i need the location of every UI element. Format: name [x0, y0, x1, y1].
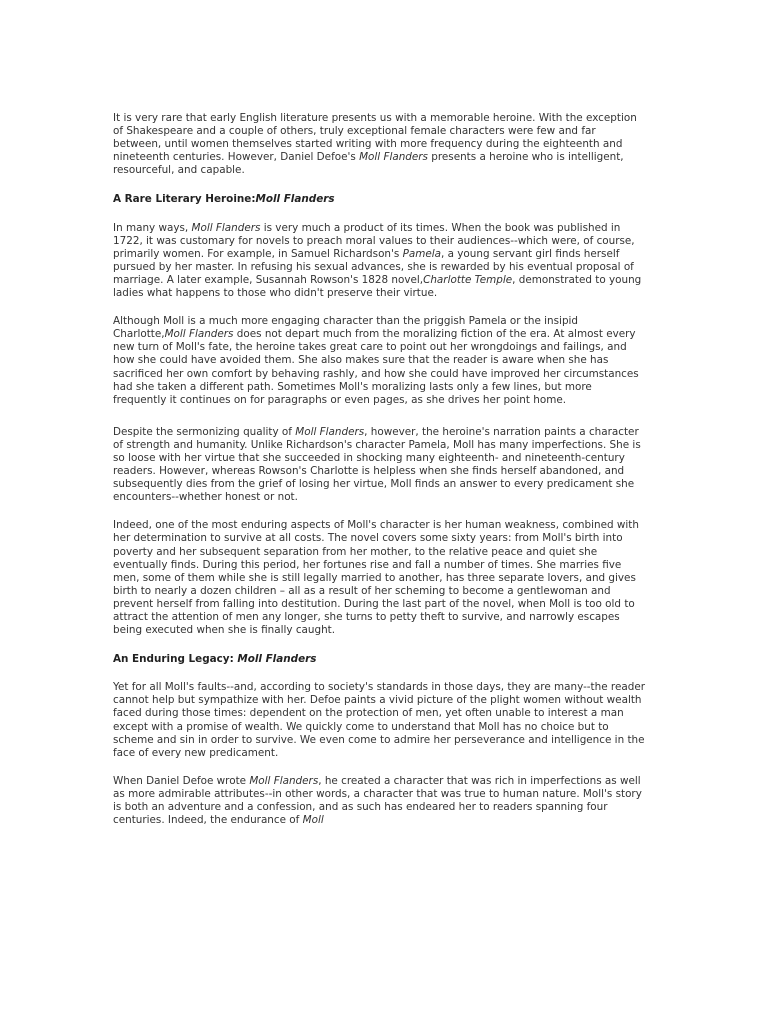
- paragraph-product-of-times: In many ways, Moll Flanders is very much a product of its times. When the book was published in 1722, it was customary for novels to preach moral values to their audiences--which were, of course, primarily women. For example, in Samuel Richardson's Pamela, a young servant girl finds herself pursued by her master. In refusing his sexual advances, she is rewarded by his eventual proposal of marriage. A later example, Susannah Rowson's 1828 novel,Charlotte Temple, demonstrated to young ladies what happens to those who didn't preserve their virtue.: [113, 221, 642, 300]
- paragraph-sermonizing: Despite the sermonizing quality of Moll Flanders, however, the heroine's narration paints a character of strength and humanity. Unlike Richardson's character Pamela, Moll has many imperfections. She is so loose with her virtue that she succeeded in shocking many eighteenth- and nineteenth-century readers. However, whereas Rowson's Charlotte is helpless when she finds herself abandoned, and subsequently dies from the grief of losing her virtue, Moll finds an answer to every predicament she encounters--whether honest or not.: [113, 425, 641, 504]
- paragraph-conclusion: When Daniel Defoe wrote Moll Flanders, he created a character that was rich in imperfections as well as more admirable attributes--in other words, a character that was true to human nature. Moll's story is both an adventure and a confession, and as such has endeared her to readers spanning four centuries. Indeed, the endurance of Moll: [113, 774, 642, 827]
- document-page: [113, 112, 645, 842]
- paragraph-moralizing: Although Moll is a much more engaging character than the priggish Pamela or the insipid Charlotte,Moll Flanders does not depart much from the moralizing fiction of the era. At almost every new turn of Moll's fate, the heroine takes great care to point out her wrongdoings and failings, and how she could have avoided them. She also makes sure that the reader is aware when she has sacrificed her own comfort by behaving rashly, and how she could have improved her circumstances had she taken a different path. Sometimes Moll's moralizing lasts only a few lines, but more frequently it continues on for paragraphs or even pages, as she drives her point home.: [113, 315, 639, 406]
- paragraph-sympathize: Yet for all Moll's faults--and, according to society's standards in those days, they are many--the reader cannot help but sympathize with her. Defoe paints a vivid picture of the plight women without wealth faced during those times: dependent on the protection of men, yet often unable to interest a man except with a promise of wealth. We quickly come to understand that Moll has no choice but to scheme and sin in order to survive. We even come to admire her perseverance and intelligence in the face of every new predicament.: [113, 681, 645, 759]
- paragraph-human-weakness: Indeed, one of the most enduring aspects of Moll's character is her human weakness, combined with her determination to survive at all costs. The novel covers some sixty years: from Moll's birth into poverty and her subsequent separation from her mother, to the relative peace and quiet she eventually finds. During this period, her fortunes rise and fall a number of times. She marries five men, some of them while she is still legally married to another, has three separate lovers, and gives birth to nearly a dozen children – all as a result of her scheming to become a gentlewoman and prevent herself from falling into destitution. During the last part of the novel, when Moll is too old to attract the attention of men any longer, she turns to petty theft to survive, and narrowly escapes being executed when she is finally caught.: [113, 519, 639, 637]
- section-heading-rare-heroine: A Rare Literary Heroine:Moll Flanders: [113, 193, 335, 206]
- paragraph-intro: It is very rare that early English literature presents us with a memorable heroine. With the exception of Shakespeare and a couple of others, truly exceptional female characters were few and far between, until women themselves started writing with more frequency during the eighteenth and nineteenth centuries. However, Daniel Defoe's Moll Flanders presents a heroine who is intelligent, resourceful, and capable.: [113, 112, 637, 177]
- section-heading-enduring-legacy: An Enduring Legacy: Moll Flanders: [113, 653, 317, 666]
